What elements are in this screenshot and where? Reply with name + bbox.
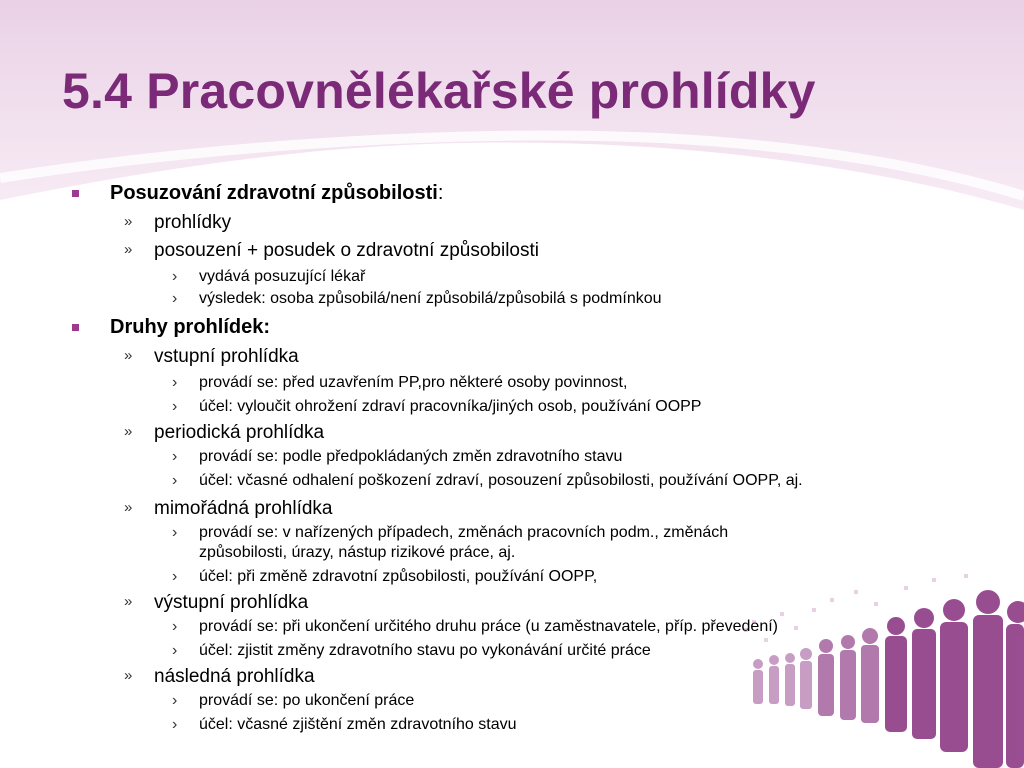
bullet-chevron-icon: ›: [172, 716, 178, 733]
list-item-level-3: účel: při změně zdravotní způsobilosti, používání OOPP,: [199, 568, 598, 585]
list-item-level-3: provádí se: podle předpokládaných změn zdravotního stavu: [199, 448, 623, 465]
list-item-level-2: výstupní prohlídka: [154, 592, 309, 613]
bullet-chevron-icon: ›: [172, 290, 178, 307]
bullet-chevron-icon: ›: [172, 642, 178, 659]
list-item-level-1: [110, 316, 270, 339]
list-item-level-2: následná prohlídka: [154, 666, 315, 687]
bullet-double-chevron-icon: »: [124, 347, 133, 364]
list-item-heading: Posuzování zdravotní způsobilosti: [110, 182, 438, 204]
list-item-level-3: provádí se: při ukončení určitého druhu práce (u zaměstnavatele, příp. převedení): [199, 618, 778, 635]
bullet-double-chevron-icon: »: [124, 667, 133, 684]
bullet-chevron-icon: ›: [172, 268, 178, 285]
bullet-chevron-icon: ›: [172, 568, 178, 585]
list-item-level-3: provádí se: po ukončení práce: [199, 692, 415, 709]
list-item-level-3: účel: zjistit změny zdravotního stavu po vykonávání určité práce: [199, 642, 651, 659]
bullet-square-icon: [72, 190, 79, 197]
bullet-chevron-icon: ›: [172, 472, 178, 489]
list-item-suffix: :: [437, 182, 444, 204]
bullet-chevron-icon: ›: [172, 618, 178, 635]
list-item-heading: Druhy prohlídek:: [110, 316, 271, 338]
bullet-chevron-icon: ›: [172, 692, 178, 709]
list-item-level-3: provádí se: v nařízených případech, změnách pracovních podm., změnách: [199, 524, 729, 541]
list-item-level-2: prohlídky: [154, 212, 232, 233]
bullet-double-chevron-icon: »: [124, 423, 133, 440]
bullet-double-chevron-icon: »: [124, 241, 133, 258]
bullet-chevron-icon: ›: [172, 524, 178, 541]
bullet-double-chevron-icon: »: [124, 213, 133, 230]
list-item-level-2: posouzení + posudek o zdravotní způsobilosti: [154, 240, 540, 261]
list-item-level-3: způsobilosti, úrazy, nástup rizikové práce, aj.: [199, 544, 516, 561]
list-item-level-3: účel: včasné zjištění změn zdravotního stavu: [199, 716, 517, 733]
bullet-square-icon: [72, 324, 79, 331]
list-item-level-3: účel: vyloučit ohrožení zdraví pracovníka/jiných osob, používání OOPP: [199, 398, 702, 415]
list-item-level-1: [110, 182, 443, 205]
list-item-level-3: výsledek: osoba způsobilá/není způsobilá/způsobilá s podmínkou: [199, 290, 662, 307]
bullet-chevron-icon: ›: [172, 398, 178, 415]
list-item-level-2: vstupní prohlídka: [154, 346, 299, 367]
list-item-level-3: účel: včasné odhalení poškození zdraví, posouzení způsobilosti, používání OOPP, aj.: [199, 472, 803, 489]
bullet-chevron-icon: ›: [172, 374, 178, 391]
list-item-level-2: mimořádná prohlídka: [154, 498, 333, 519]
list-item-level-3: vydává posuzující lékař: [199, 268, 366, 285]
list-item-level-3: provádí se: před uzavřením PP,pro některé osoby povinnost,: [199, 374, 628, 391]
bullet-chevron-icon: ›: [172, 448, 178, 465]
bullet-double-chevron-icon: »: [124, 499, 133, 516]
slide-title: 5.4 Pracovnělékařské prohlídky: [62, 63, 816, 119]
list-item-level-2: periodická prohlídka: [154, 422, 325, 443]
bullet-double-chevron-icon: »: [124, 593, 133, 610]
people-crowd-silhouette-icon: [734, 568, 1024, 768]
